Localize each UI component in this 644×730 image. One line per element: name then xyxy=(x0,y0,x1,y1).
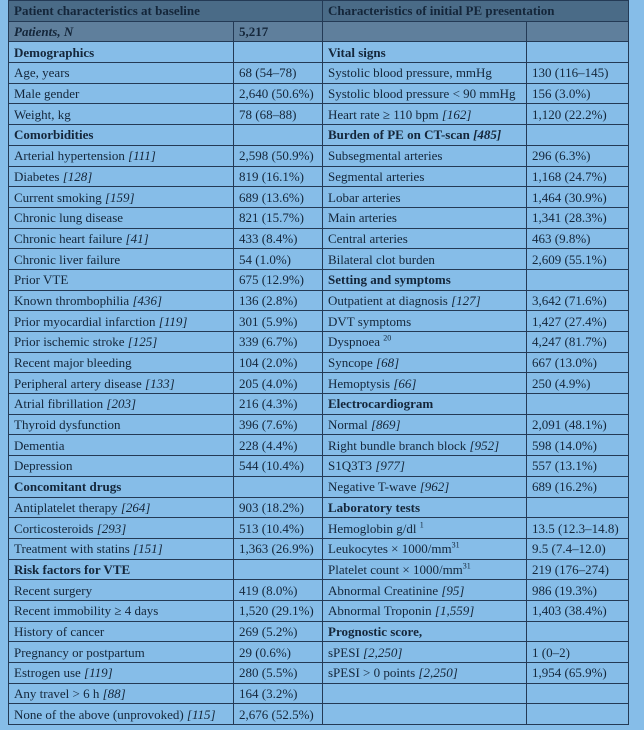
table-row xyxy=(9,394,629,415)
baseline-value-cell: 78 (68–88) xyxy=(234,104,323,125)
header-baseline: Patient characteristics at baseline xyxy=(9,1,323,22)
baseline-label-cell xyxy=(9,704,234,725)
presentation-value-cell: 1,403 (38.4%) xyxy=(527,600,629,621)
row-label: Platelet count × 1000/mm xyxy=(328,561,463,577)
presentation-label-cell xyxy=(323,435,527,456)
baseline-label-cell xyxy=(9,207,234,228)
row-label: Prior VTE xyxy=(14,272,69,288)
presentation-value-cell: 156 (3.0%) xyxy=(527,83,629,104)
presentation-label-cell xyxy=(323,63,527,84)
presentation-label-cell xyxy=(323,538,527,559)
reference-count: [66] xyxy=(393,375,417,391)
row-label: Thyroid dysfunction xyxy=(14,417,121,433)
baseline-value-cell: 2,598 (50.9%) xyxy=(234,145,323,166)
table-row xyxy=(9,42,629,63)
table-row xyxy=(9,600,629,621)
table-row xyxy=(9,580,629,601)
empty-cell xyxy=(527,21,629,42)
row-label: Electrocardiogram xyxy=(328,396,434,412)
baseline-label-cell xyxy=(9,394,234,415)
baseline-value-cell: 1,520 (29.1%) xyxy=(234,600,323,621)
table-row xyxy=(9,683,629,704)
row-label: Known thrombophilia xyxy=(14,292,133,308)
superscript: 1 xyxy=(419,520,424,530)
table-row xyxy=(9,63,629,84)
reference-count: [293] xyxy=(96,520,127,536)
reference-count: [111] xyxy=(128,148,156,164)
presentation-label-cell xyxy=(323,373,527,394)
presentation-label-cell xyxy=(323,559,527,580)
row-label: Subsegmental arteries xyxy=(328,148,443,164)
baseline-label-cell xyxy=(9,435,234,456)
presentation-value-cell: 1,427 (27.4%) xyxy=(527,311,629,332)
row-label: Estrogen use xyxy=(14,665,85,681)
baseline-value-cell: 396 (7.6%) xyxy=(234,414,323,435)
row-label: Central arteries xyxy=(328,230,408,246)
presentation-value-cell: 219 (176–274) xyxy=(527,559,629,580)
reference-count: [2,250] xyxy=(363,644,403,660)
baseline-value-cell: 903 (18.2%) xyxy=(234,497,323,518)
characteristics-table-container xyxy=(8,0,628,725)
superscript: 31 xyxy=(451,540,460,550)
reference-count: [115] xyxy=(186,706,216,722)
row-label: Demographics xyxy=(14,44,95,60)
baseline-value-cell: 675 (12.9%) xyxy=(234,269,323,290)
baseline-value-cell: 339 (6.7%) xyxy=(234,332,323,353)
row-label: Weight, kg xyxy=(14,106,71,122)
presentation-label-cell xyxy=(323,166,527,187)
presentation-label-cell xyxy=(323,600,527,621)
baseline-value-cell: 513 (10.4%) xyxy=(234,518,323,539)
baseline-value-cell: 2,640 (50.6%) xyxy=(234,83,323,104)
presentation-label-cell xyxy=(323,352,527,373)
presentation-value-cell: 1,954 (65.9%) xyxy=(527,663,629,684)
row-label: Outpatient at diagnosis xyxy=(328,292,452,308)
row-label: Chronic liver failure xyxy=(14,251,121,267)
characteristics-table xyxy=(8,0,629,725)
row-label: Any travel > 6 h xyxy=(14,686,103,702)
presentation-label-cell xyxy=(323,104,527,125)
presentation-label-cell xyxy=(323,394,527,415)
presentation-label-cell xyxy=(323,125,527,146)
row-label: Male gender xyxy=(14,86,80,102)
reference-count: [119] xyxy=(84,665,113,681)
presentation-label-cell xyxy=(323,207,527,228)
presentation-value-cell: 13.5 (12.3–14.8) xyxy=(527,518,629,539)
row-label: DVT symptoms xyxy=(328,313,412,329)
presentation-value-cell xyxy=(527,621,629,642)
presentation-label-cell xyxy=(323,704,527,725)
row-label: Corticosteroids xyxy=(14,520,97,536)
row-label: Burden of PE on CT-scan xyxy=(328,127,474,143)
reference-count: [127] xyxy=(451,292,481,308)
row-label: Leukocytes × 1000/mm xyxy=(328,541,452,557)
reference-count: [41] xyxy=(125,230,149,246)
presentation-value-cell xyxy=(527,704,629,725)
baseline-label-cell xyxy=(9,663,234,684)
reference-count: [869] xyxy=(370,417,401,433)
presentation-label-cell xyxy=(323,42,527,63)
row-label: Setting and symptoms xyxy=(328,272,451,288)
row-label: Main arteries xyxy=(328,210,397,226)
baseline-value-cell: 821 (15.7%) xyxy=(234,207,323,228)
table-row xyxy=(9,435,629,456)
presentation-label-cell xyxy=(323,414,527,435)
presentation-value-cell: 296 (6.3%) xyxy=(527,145,629,166)
row-label: Syncope xyxy=(328,355,377,371)
baseline-label-cell xyxy=(9,600,234,621)
presentation-label-cell xyxy=(323,683,527,704)
row-label: Negative T-wave xyxy=(328,479,420,495)
baseline-value-cell: 68 (54–78) xyxy=(234,63,323,84)
presentation-value-cell: 1,120 (22.2%) xyxy=(527,104,629,125)
baseline-label-cell xyxy=(9,538,234,559)
row-label: Laboratory tests xyxy=(328,499,421,515)
reference-count: [133] xyxy=(145,375,175,391)
baseline-label-cell xyxy=(9,497,234,518)
table-row xyxy=(9,518,629,539)
row-label: Recent immobility ≥ 4 days xyxy=(14,603,159,619)
baseline-label-cell xyxy=(9,83,234,104)
baseline-value-cell: 54 (1.0%) xyxy=(234,249,323,270)
baseline-label-cell xyxy=(9,332,234,353)
presentation-label-cell xyxy=(323,249,527,270)
row-label: None of the above (unprovoked) xyxy=(14,706,187,722)
baseline-value-cell: 104 (2.0%) xyxy=(234,352,323,373)
reference-count: [151] xyxy=(133,541,163,557)
row-label: Prognostic score, xyxy=(328,623,423,639)
baseline-label-cell xyxy=(9,145,234,166)
reference-count: [952] xyxy=(469,437,500,453)
presentation-value-cell: 598 (14.0%) xyxy=(527,435,629,456)
baseline-label-cell xyxy=(9,580,234,601)
presentation-value-cell: 1,341 (28.3%) xyxy=(527,207,629,228)
reference-count: [2,250] xyxy=(418,665,458,681)
row-label: Segmental arteries xyxy=(328,168,425,184)
baseline-value-cell: 544 (10.4%) xyxy=(234,456,323,477)
baseline-value-cell: 136 (2.8%) xyxy=(234,290,323,311)
row-label: Concomitant drugs xyxy=(14,479,122,495)
table-row xyxy=(9,290,629,311)
reference-count: [203] xyxy=(106,396,137,412)
baseline-label-cell xyxy=(9,42,234,63)
row-label: Recent surgery xyxy=(14,582,93,598)
patients-value: 5,217 xyxy=(234,21,323,42)
reference-count: [119] xyxy=(158,313,188,329)
row-label: Normal xyxy=(328,417,371,433)
row-label: Antiplatelet therapy xyxy=(14,499,121,515)
presentation-label-cell xyxy=(323,269,527,290)
row-label: Bilateral clot burden xyxy=(328,251,435,267)
baseline-label-cell xyxy=(9,187,234,208)
row-label: Vital signs xyxy=(328,44,386,60)
table-row xyxy=(9,663,629,684)
presentation-label-cell xyxy=(323,83,527,104)
baseline-label-cell xyxy=(9,559,234,580)
row-label: Chronic heart failure xyxy=(14,230,126,246)
patients-label-text: Patients, N xyxy=(14,24,74,40)
presentation-value-cell: 463 (9.8%) xyxy=(527,228,629,249)
table-row xyxy=(9,311,629,332)
presentation-label-cell xyxy=(323,642,527,663)
reference-count: [485] xyxy=(473,127,502,143)
presentation-value-cell xyxy=(527,683,629,704)
row-label: Dyspnoea xyxy=(328,334,384,350)
table-row xyxy=(9,497,629,518)
baseline-label-cell xyxy=(9,414,234,435)
presentation-label-cell xyxy=(323,187,527,208)
presentation-value-cell: 1 (0–2) xyxy=(527,642,629,663)
row-label: Prior myocardial infarction xyxy=(14,313,159,329)
baseline-label-cell xyxy=(9,373,234,394)
row-label: Abnormal Troponin xyxy=(328,603,435,619)
baseline-value-cell: 280 (5.5%) xyxy=(234,663,323,684)
presentation-label-cell xyxy=(323,456,527,477)
presentation-value-cell: 4,247 (81.7%) xyxy=(527,332,629,353)
table-row xyxy=(9,373,629,394)
presentation-label-cell xyxy=(323,311,527,332)
presentation-value-cell: 9.5 (7.4–12.0) xyxy=(527,538,629,559)
baseline-label-cell xyxy=(9,228,234,249)
baseline-label-cell xyxy=(9,125,234,146)
row-label: sPESI > 0 points xyxy=(328,665,419,681)
baseline-label-cell xyxy=(9,518,234,539)
presentation-value-cell xyxy=(527,269,629,290)
presentation-label-cell xyxy=(323,145,527,166)
table-row xyxy=(9,228,629,249)
baseline-label-cell xyxy=(9,249,234,270)
baseline-value-cell xyxy=(234,42,323,63)
table-row xyxy=(9,269,629,290)
empty-cell xyxy=(323,21,527,42)
row-label: Dementia xyxy=(14,437,65,453)
presentation-value-cell: 130 (116–145) xyxy=(527,63,629,84)
row-label: Chronic lung disease xyxy=(14,210,124,226)
reference-count: [88] xyxy=(102,686,126,702)
reference-count: [162] xyxy=(441,106,472,122)
presentation-value-cell: 250 (4.9%) xyxy=(527,373,629,394)
presentation-label-cell xyxy=(323,476,527,497)
table-row xyxy=(9,352,629,373)
baseline-label-cell xyxy=(9,104,234,125)
row-label: Abnormal Creatinine xyxy=(328,582,442,598)
table-row xyxy=(9,414,629,435)
table-header-row xyxy=(9,1,629,22)
table-row xyxy=(9,559,629,580)
row-label: S1Q3T3 xyxy=(328,458,376,474)
row-label: Current smoking xyxy=(14,189,105,205)
row-label: Hemoglobin g/dl xyxy=(328,520,420,536)
baseline-label-cell xyxy=(9,456,234,477)
table-row xyxy=(9,249,629,270)
row-label: Diabetes xyxy=(14,168,63,184)
patients-row xyxy=(9,21,629,42)
reference-count: [128] xyxy=(62,168,93,184)
reference-count: [1,559] xyxy=(434,603,475,619)
presentation-value-cell xyxy=(527,497,629,518)
reference-count: [159] xyxy=(105,189,135,205)
presentation-value-cell: 986 (19.3%) xyxy=(527,580,629,601)
baseline-value-cell: 29 (0.6%) xyxy=(234,642,323,663)
presentation-value-cell xyxy=(527,42,629,63)
row-label: Age, years xyxy=(14,65,70,81)
table-row xyxy=(9,83,629,104)
row-label: Peripheral artery disease xyxy=(14,375,146,391)
baseline-value-cell xyxy=(234,476,323,497)
baseline-value-cell: 164 (3.2%) xyxy=(234,683,323,704)
presentation-value-cell xyxy=(527,125,629,146)
presentation-value-cell: 2,609 (55.1%) xyxy=(527,249,629,270)
row-label: Depression xyxy=(14,458,73,474)
row-label: Treatment with statins xyxy=(14,541,134,557)
reference-count: [436] xyxy=(132,292,163,308)
presentation-value-cell xyxy=(527,394,629,415)
table-row xyxy=(9,476,629,497)
presentation-value-cell: 689 (16.2%) xyxy=(527,476,629,497)
row-label: Right bundle branch block xyxy=(328,437,470,453)
baseline-label-cell xyxy=(9,621,234,642)
presentation-value-cell: 557 (13.1%) xyxy=(527,456,629,477)
table-row xyxy=(9,456,629,477)
row-label: Systolic blood pressure, mmHg xyxy=(328,65,492,81)
table-row xyxy=(9,104,629,125)
presentation-value-cell: 667 (13.0%) xyxy=(527,352,629,373)
reference-count: [95] xyxy=(441,582,465,598)
presentation-value-cell: 2,091 (48.1%) xyxy=(527,414,629,435)
baseline-label-cell xyxy=(9,166,234,187)
baseline-value-cell: 819 (16.1%) xyxy=(234,166,323,187)
baseline-value-cell: 689 (13.6%) xyxy=(234,187,323,208)
reference-count: [962] xyxy=(419,479,450,495)
reference-count: [125] xyxy=(127,334,158,350)
row-label: Systolic blood pressure < 90 mmHg xyxy=(328,86,516,102)
presentation-label-cell xyxy=(323,621,527,642)
presentation-value-cell: 1,168 (24.7%) xyxy=(527,166,629,187)
presentation-label-cell xyxy=(323,332,527,353)
row-label: Hemoptysis xyxy=(328,375,394,391)
baseline-value-cell: 2,676 (52.5%) xyxy=(234,704,323,725)
presentation-label-cell xyxy=(323,290,527,311)
row-label: Recent major bleeding xyxy=(14,355,132,371)
baseline-label-cell xyxy=(9,290,234,311)
table-row xyxy=(9,145,629,166)
table-row xyxy=(9,332,629,353)
presentation-value-cell: 3,642 (71.6%) xyxy=(527,290,629,311)
baseline-label-cell xyxy=(9,269,234,290)
row-label: History of cancer xyxy=(14,623,105,639)
row-label: Lobar arteries xyxy=(328,189,401,205)
table-row xyxy=(9,642,629,663)
baseline-value-cell: 205 (4.0%) xyxy=(234,373,323,394)
table-row xyxy=(9,621,629,642)
baseline-value-cell: 269 (5.2%) xyxy=(234,621,323,642)
table-row xyxy=(9,538,629,559)
presentation-label-cell xyxy=(323,518,527,539)
table-row xyxy=(9,207,629,228)
table-row xyxy=(9,166,629,187)
table-row xyxy=(9,704,629,725)
reference-count: [264] xyxy=(120,499,151,515)
superscript: 31 xyxy=(462,561,471,571)
baseline-value-cell: 228 (4.4%) xyxy=(234,435,323,456)
baseline-label-cell xyxy=(9,352,234,373)
row-label: Comorbidities xyxy=(14,127,94,143)
baseline-value-cell: 301 (5.9%) xyxy=(234,311,323,332)
row-label: sPESI xyxy=(328,644,364,660)
row-label: Arterial hypertension xyxy=(14,148,129,164)
header-pe-presentation: Characteristics of initial PE presentation xyxy=(323,1,629,22)
baseline-value-cell: 433 (8.4%) xyxy=(234,228,323,249)
baseline-label-cell xyxy=(9,311,234,332)
superscript: 20 xyxy=(383,334,392,344)
baseline-label-cell xyxy=(9,63,234,84)
baseline-value-cell: 1,363 (26.9%) xyxy=(234,538,323,559)
baseline-value-cell: 216 (4.3%) xyxy=(234,394,323,415)
presentation-label-cell xyxy=(323,228,527,249)
reference-count: [68] xyxy=(376,355,400,371)
table-row xyxy=(9,125,629,146)
row-label: Prior ischemic stroke xyxy=(14,334,128,350)
reference-count: [977] xyxy=(375,458,405,474)
row-label: Pregnancy or postpartum xyxy=(14,644,145,660)
baseline-value-cell xyxy=(234,125,323,146)
patients-label xyxy=(9,21,234,42)
table-row xyxy=(9,187,629,208)
baseline-label-cell xyxy=(9,683,234,704)
presentation-label-cell xyxy=(323,497,527,518)
baseline-value-cell: 419 (8.0%) xyxy=(234,580,323,601)
baseline-label-cell xyxy=(9,642,234,663)
row-label: Heart rate ≥ 110 bpm xyxy=(328,106,442,122)
presentation-value-cell: 1,464 (30.9%) xyxy=(527,187,629,208)
row-label: Atrial fibrillation xyxy=(14,396,107,412)
presentation-label-cell xyxy=(323,663,527,684)
baseline-label-cell xyxy=(9,476,234,497)
presentation-label-cell xyxy=(323,580,527,601)
row-label: Risk factors for VTE xyxy=(14,561,131,577)
baseline-value-cell xyxy=(234,559,323,580)
